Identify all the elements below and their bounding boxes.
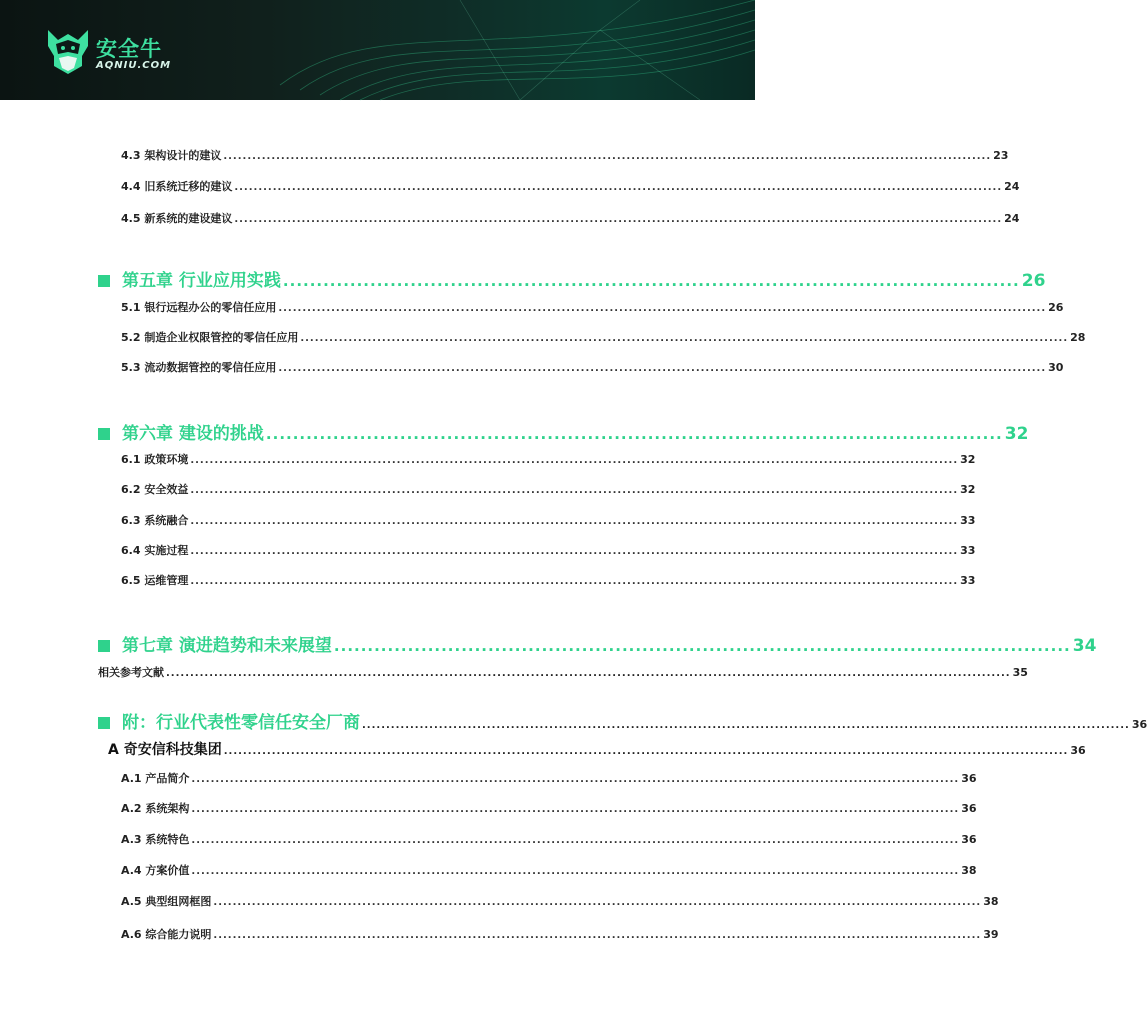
leader-dots: ................................................................................................................................................................: [191, 774, 960, 785]
chapter-title: 第六章 建设的挑战: [122, 424, 264, 444]
toc-entry-page: 38: [961, 864, 977, 877]
references-page: 35: [1012, 666, 1028, 679]
leader-dots: ................................................................................................................................................................: [190, 455, 959, 466]
toc-entry-label: A.5 典型组网框图: [121, 895, 212, 908]
leader-dots: ..............................................................................................................: [265, 425, 1003, 443]
leader-dots: ..............................................................................................................: [282, 272, 1020, 290]
toc-chapter-6[interactable]: [98, 419, 1029, 444]
toc-entry-page: 30: [1048, 361, 1064, 374]
toc-entry[interactable]: [121, 329, 1086, 345]
toc-entry[interactable]: [121, 299, 1064, 315]
appendix-page: 36: [1131, 718, 1147, 731]
leader-dots: ................................................................................................................................................................: [278, 363, 1047, 374]
toc-entry-page: 24: [1004, 180, 1020, 193]
leader-dots: ................................................................................................................................................................................: [223, 746, 1069, 757]
toc-entry-label: 6.2 安全效益: [121, 483, 189, 496]
leader-dots: ................................................................................................................................................................: [234, 214, 1003, 225]
bullet-square-icon: [98, 428, 110, 440]
toc-entry-label: A.3 系统特色: [121, 833, 190, 846]
toc-company-a[interactable]: [108, 739, 1086, 759]
toc-entry-label: 5.3 流动数据管控的零信任应用: [121, 361, 277, 374]
toc-entry-page: 33: [960, 514, 976, 527]
toc-entry[interactable]: [121, 800, 977, 816]
toc-entry[interactable]: [121, 512, 976, 528]
toc-entry-label: 6.5 运维管理: [121, 574, 189, 587]
leader-dots: ................................................................................................................................................................: [191, 866, 960, 877]
leader-dots: ..............................................................................................................: [333, 637, 1071, 655]
chapter-page: 34: [1072, 636, 1097, 656]
toc-chapter-7[interactable]: [98, 631, 1097, 656]
toc-entry-page: 36: [961, 802, 977, 815]
toc-entry[interactable]: [121, 481, 976, 497]
toc-entry-label: 5.2 制造企业权限管控的零信任应用: [121, 331, 299, 344]
toc-entry-label: 4.5 新系统的建设建议: [121, 212, 233, 225]
leader-dots: ................................................................................................................................................................: [190, 546, 959, 557]
toc-entry[interactable]: [121, 572, 976, 588]
toc-entry-label: 6.1 政策环境: [121, 453, 189, 466]
toc-entry-label: A.4 方案价值: [121, 864, 190, 877]
toc-entry[interactable]: [121, 451, 976, 467]
leader-dots: ................................................................................................................................................................: [234, 182, 1003, 193]
bullet-square-icon: [98, 640, 110, 652]
toc-entry-page: 38: [983, 895, 999, 908]
leader-dots: ................................................................................................................................................................: [191, 835, 960, 846]
chapter-page: 32: [1004, 424, 1029, 444]
toc-entry-page: 26: [1048, 301, 1064, 314]
bullet-square-icon: [98, 717, 110, 729]
toc-entry[interactable]: [121, 893, 999, 909]
toc-entry-page: 36: [961, 833, 977, 846]
leader-dots: ................................................................................................................................................................: [190, 576, 959, 587]
toc-entry-label: 5.1 银行远程办公的零信任应用: [121, 301, 277, 314]
company-title: A 奇安信科技集团: [108, 742, 222, 758]
leader-dots: ................................................................................................................................................................: [300, 333, 1069, 344]
brand-domain: AQNIU.COM: [96, 60, 172, 71]
chapter-page: 26: [1021, 271, 1046, 291]
toc-entry-label: 6.3 系统融合: [121, 514, 189, 527]
logo-icon: [44, 26, 92, 76]
toc-entry-page: 32: [960, 483, 976, 496]
toc-entry[interactable]: [121, 542, 976, 558]
toc-entry-page: 24: [1004, 212, 1020, 225]
leader-dots: ................................................................................................................................................................: [191, 804, 960, 815]
toc-entry-page: 33: [960, 544, 976, 557]
toc-entry-page: 39: [983, 928, 999, 941]
toc-appendix[interactable]: [98, 708, 1147, 733]
toc-entry[interactable]: [121, 770, 977, 786]
toc-chapter-5[interactable]: [98, 266, 1046, 291]
toc-references[interactable]: [98, 664, 1028, 680]
toc-entry-page: 33: [960, 574, 976, 587]
company-page: 36: [1070, 744, 1086, 757]
toc-entry[interactable]: [121, 831, 977, 847]
toc-entry[interactable]: [121, 926, 999, 942]
chapter-title: 第五章 行业应用实践: [122, 271, 281, 291]
references-label: 相关参考文献: [98, 666, 164, 679]
toc-entry-page: 32: [960, 453, 976, 466]
toc-entry[interactable]: [121, 147, 1009, 163]
leader-dots: ................................................................................................................................................................: [213, 930, 982, 941]
leader-dots: ................................................................................................................................................................: [223, 151, 992, 162]
appendix-title: 附：行业代表性零信任安全厂商: [122, 713, 360, 733]
leader-dots: ................................................................................................................................................................: [190, 516, 959, 527]
bullet-square-icon: [98, 275, 110, 287]
header-banner: [0, 0, 755, 100]
leader-dots: ................................................................................................................................................................: [362, 720, 1130, 731]
toc-entry-label: 6.4 实施过程: [121, 544, 189, 557]
toc-entry-label: A.2 系统架构: [121, 802, 190, 815]
brand-name: 安全牛: [96, 37, 162, 61]
toc-entry-label: A.1 产品简介: [121, 772, 190, 785]
toc-entry-page: 36: [961, 772, 977, 785]
toc-entry[interactable]: [121, 359, 1064, 375]
toc-entry[interactable]: [121, 862, 977, 878]
toc-entry-page: 28: [1070, 331, 1086, 344]
toc-entry[interactable]: [121, 178, 1020, 194]
toc-entry-label: 4.3 架构设计的建议: [121, 149, 222, 162]
toc-entry[interactable]: [121, 210, 1020, 226]
leader-dots: ................................................................................................................................................................: [190, 485, 959, 496]
leader-dots: ................................................................................................................................................................................: [166, 668, 1011, 679]
toc-entry-page: 23: [993, 149, 1009, 162]
toc-entry-label: A.6 综合能力说明: [121, 928, 212, 941]
leader-dots: ................................................................................................................................................................: [213, 897, 982, 908]
chapter-title: 第七章 演进趋势和未来展望: [122, 636, 332, 656]
leader-dots: ................................................................................................................................................................: [278, 303, 1047, 314]
toc-entry-label: 4.4 旧系统迁移的建议: [121, 180, 233, 193]
